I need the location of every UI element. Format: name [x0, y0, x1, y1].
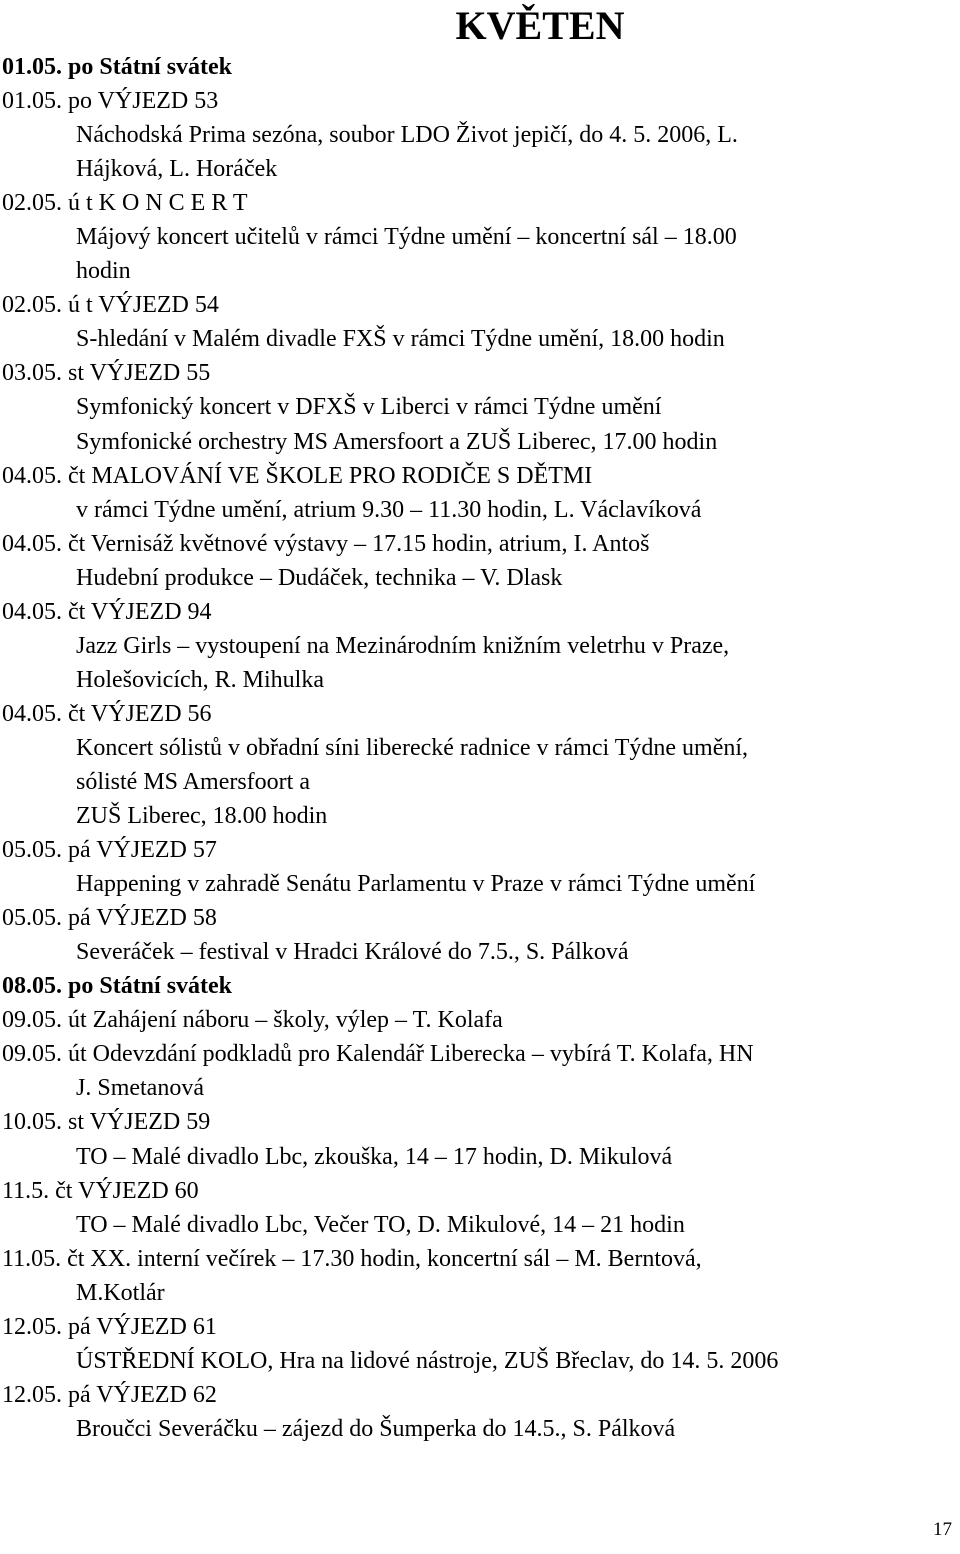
schedule-detail-line: Symfonický koncert v DFXŠ v Liberci v rámci Týdne umění — [76, 394, 662, 421]
schedule-detail-line: Symfonické orchestry MS Amersfoort a ZUŠ Liberec, 17.00 hodin — [76, 428, 718, 455]
schedule-entry-line: 05.05. pá VÝJEZD 57 — [2, 837, 217, 864]
schedule-detail-line: ÚSTŘEDNÍ KOLO, Hra na lidové nástroje, ZUŠ Břeclav, do 14. 5. 2006 — [76, 1347, 779, 1374]
schedule-detail-line: hodin — [76, 258, 131, 285]
schedule-entry-line: 02.05. ú t K O N C E R T — [2, 190, 248, 217]
schedule-detail-line: Hájková, L. Horáček — [76, 156, 278, 183]
schedule-detail-line: TO – Malé divadlo Lbc, Večer TO, D. Mikulové, 14 – 21 hodin — [76, 1211, 685, 1238]
schedule-entry-line: 01.05. po Státní svátek — [2, 54, 233, 80]
schedule-entry-line: 04.05. čt MALOVÁNÍ VE ŠKOLE PRO RODIČE S DĚTMI — [2, 462, 593, 489]
schedule-detail-line: Broučci Severáčku – zájezd do Šumperka do 14.5., S. Pálková — [76, 1415, 676, 1442]
schedule-detail-line: Holešovicích, R. Mihulka — [76, 666, 324, 693]
schedule-detail-line: Happening v zahradě Senátu Parlamentu v Praze v rámci Týdne umění — [76, 871, 756, 898]
schedule-entry-line: 12.05. pá VÝJEZD 61 — [2, 1313, 217, 1340]
schedule-detail-line: Hudební produkce – Dudáček, technika – V. Dlask — [76, 564, 563, 591]
schedule-entry-line: 03.05. st VÝJEZD 55 — [2, 360, 211, 387]
schedule-detail-line: Májový koncert učitelů v rámci Týdne umění – koncertní sál – 18.00 — [76, 224, 737, 251]
schedule-detail-line: ZUŠ Liberec, 18.00 hodin — [76, 803, 328, 830]
schedule-entry-line: 09.05. út Zahájení náboru – školy, výlep – T. Kolafa — [2, 1007, 503, 1034]
schedule-entry-line: 12.05. pá VÝJEZD 62 — [2, 1381, 217, 1408]
page-number: 17 — [933, 1519, 952, 1540]
schedule-detail-line: v rámci Týdne umění, atrium 9.30 – 11.30 hodin, L. Václavíková — [76, 496, 702, 523]
schedule-entry-line: 10.05. st VÝJEZD 59 — [2, 1109, 211, 1136]
schedule-detail-line: TO – Malé divadlo Lbc, zkouška, 14 – 17 hodin, D. Mikulová — [76, 1143, 673, 1170]
schedule-entry-line: 04.05. čt VÝJEZD 94 — [2, 598, 212, 625]
schedule-entry-line: 05.05. pá VÝJEZD 58 — [2, 905, 217, 932]
schedule-detail-line: Náchodská Prima sezóna, soubor LDO Život jepičí, do 4. 5. 2006, L. — [76, 122, 738, 149]
schedule-list — [2, 50, 948, 1446]
schedule-detail-line: S-hledání v Malém divadle FXŠ v rámci Týdne umění, 18.00 hodin — [76, 326, 725, 353]
schedule-detail-line: Jazz Girls – vystoupení na Mezinárodním knižním veletrhu v Praze, — [76, 632, 730, 659]
schedule-entry-line: 09.05. út Odevzdání podkladů pro Kalendář Liberecka – vybírá T. Kolafa, HN — [2, 1041, 754, 1068]
schedule-detail-line: M.Kotlár — [76, 1279, 165, 1306]
schedule-entry-line: 04.05. čt Vernisáž květnové výstavy – 17.15 hodin, atrium, I. Antoš — [2, 530, 650, 557]
schedule-detail-line: J. Smetanová — [76, 1075, 204, 1102]
schedule-detail-line: Koncert sólistů v obřadní síni liberecké radnice v rámci Týdne umění, — [76, 734, 749, 761]
schedule-entry-line: 08.05. po Státní svátek — [2, 973, 233, 1000]
schedule-detail-line: Severáček – festival v Hradci Králové do 7.5., S. Pálková — [76, 939, 629, 966]
page-title: KVĚTEN — [455, 3, 625, 48]
schedule-detail-line: sólisté MS Amersfoort a — [76, 768, 310, 795]
schedule-entry-line: 01.05. po VÝJEZD 53 — [2, 88, 219, 115]
schedule-entry-line: 11.05. čt XX. interní večírek – 17.30 hodin, koncertní sál – M. Berntová, — [2, 1245, 702, 1272]
schedule-entry-line: 02.05. ú t VÝJEZD 54 — [2, 292, 219, 319]
schedule-entry-line: 04.05. čt VÝJEZD 56 — [2, 700, 212, 727]
schedule-entry-line: 11.5. čt VÝJEZD 60 — [2, 1177, 199, 1204]
